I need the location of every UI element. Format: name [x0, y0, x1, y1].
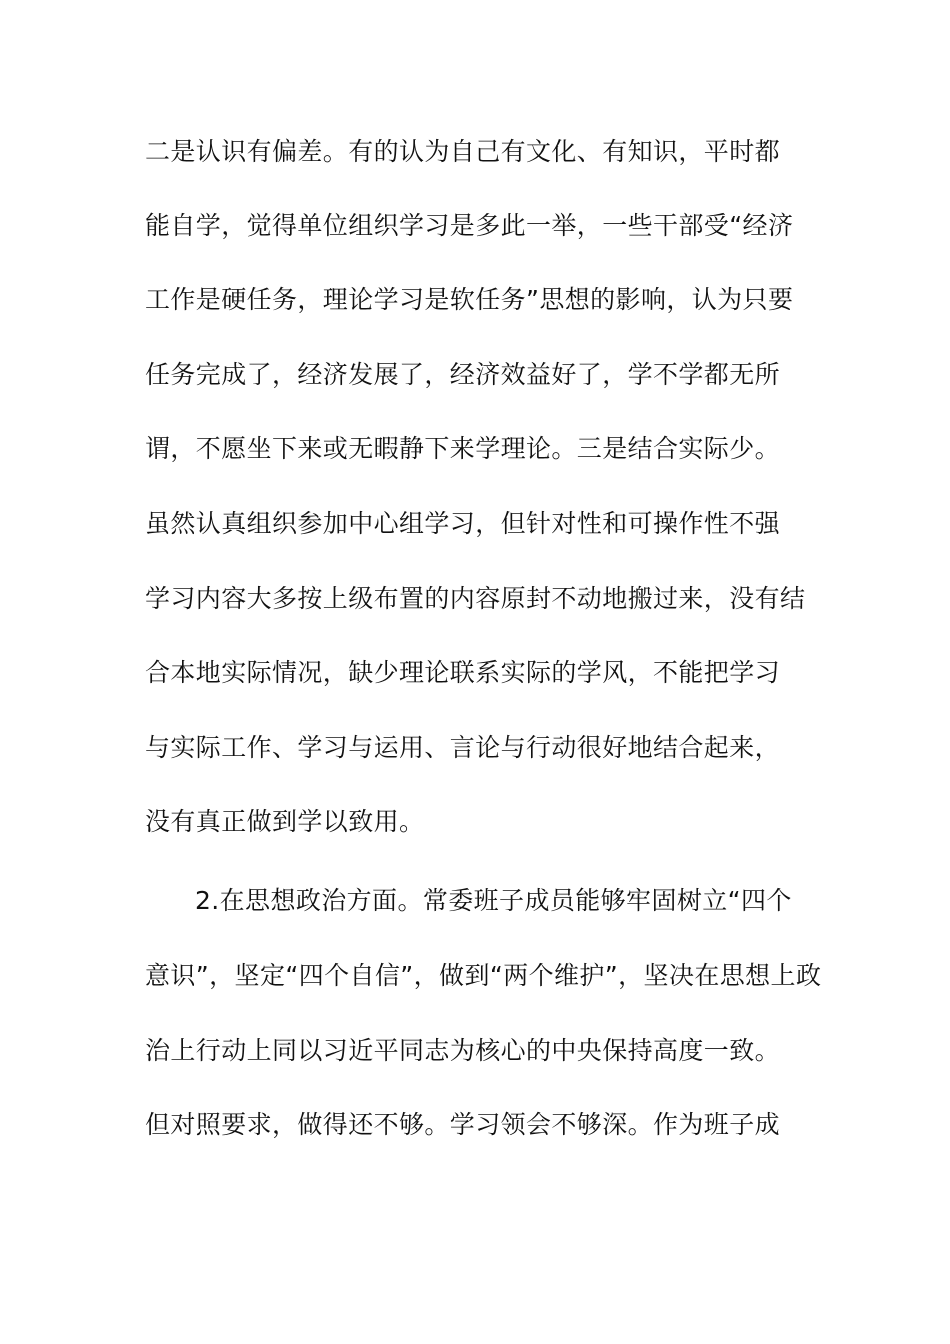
paragraph-start-line: 2.在思想政治方面。常委班子成员能够牢固树立“四个: [195, 886, 792, 915]
text-line: 虽然认真组织参加中心组学习，但针对性和可操作性不强: [145, 509, 781, 538]
text-line: 意识”，坚定“四个自信”，做到“两个维护”，坚决在思想上政: [145, 961, 822, 990]
text-line: 治上行动上同以习近平同志为核心的中央保持高度一致。: [145, 1036, 781, 1065]
text-line: 但对照要求，做得还不够。学习领会不够深。作为班子成: [145, 1110, 781, 1139]
text-line: 二是认识有偏差。有的认为自己有文化、有知识，平时都: [145, 137, 781, 166]
text-line: 工作是硬任务，理论学习是软任务”思想的影响，认为只要: [145, 285, 794, 314]
text-line: 任务完成了，经济发展了，经济效益好了，学不学都无所: [145, 360, 781, 389]
text-line: 能自学，觉得单位组织学习是多此一举，一些干部受“经济: [145, 211, 794, 240]
text-line: 与实际工作、学习与运用、言论与行动很好地结合起来，: [145, 733, 781, 762]
text-line: 学习内容大多按上级布置的内容原封不动地搬过来，没有结: [145, 584, 806, 613]
text-line: 谓，不愿坐下来或无暇静下来学理论。三是结合实际少。: [145, 434, 781, 463]
text-line: 合本地实际情况，缺少理论联系实际的学风，不能把学习: [145, 658, 781, 687]
text-line: 没有真正做到学以致用。: [145, 807, 425, 836]
